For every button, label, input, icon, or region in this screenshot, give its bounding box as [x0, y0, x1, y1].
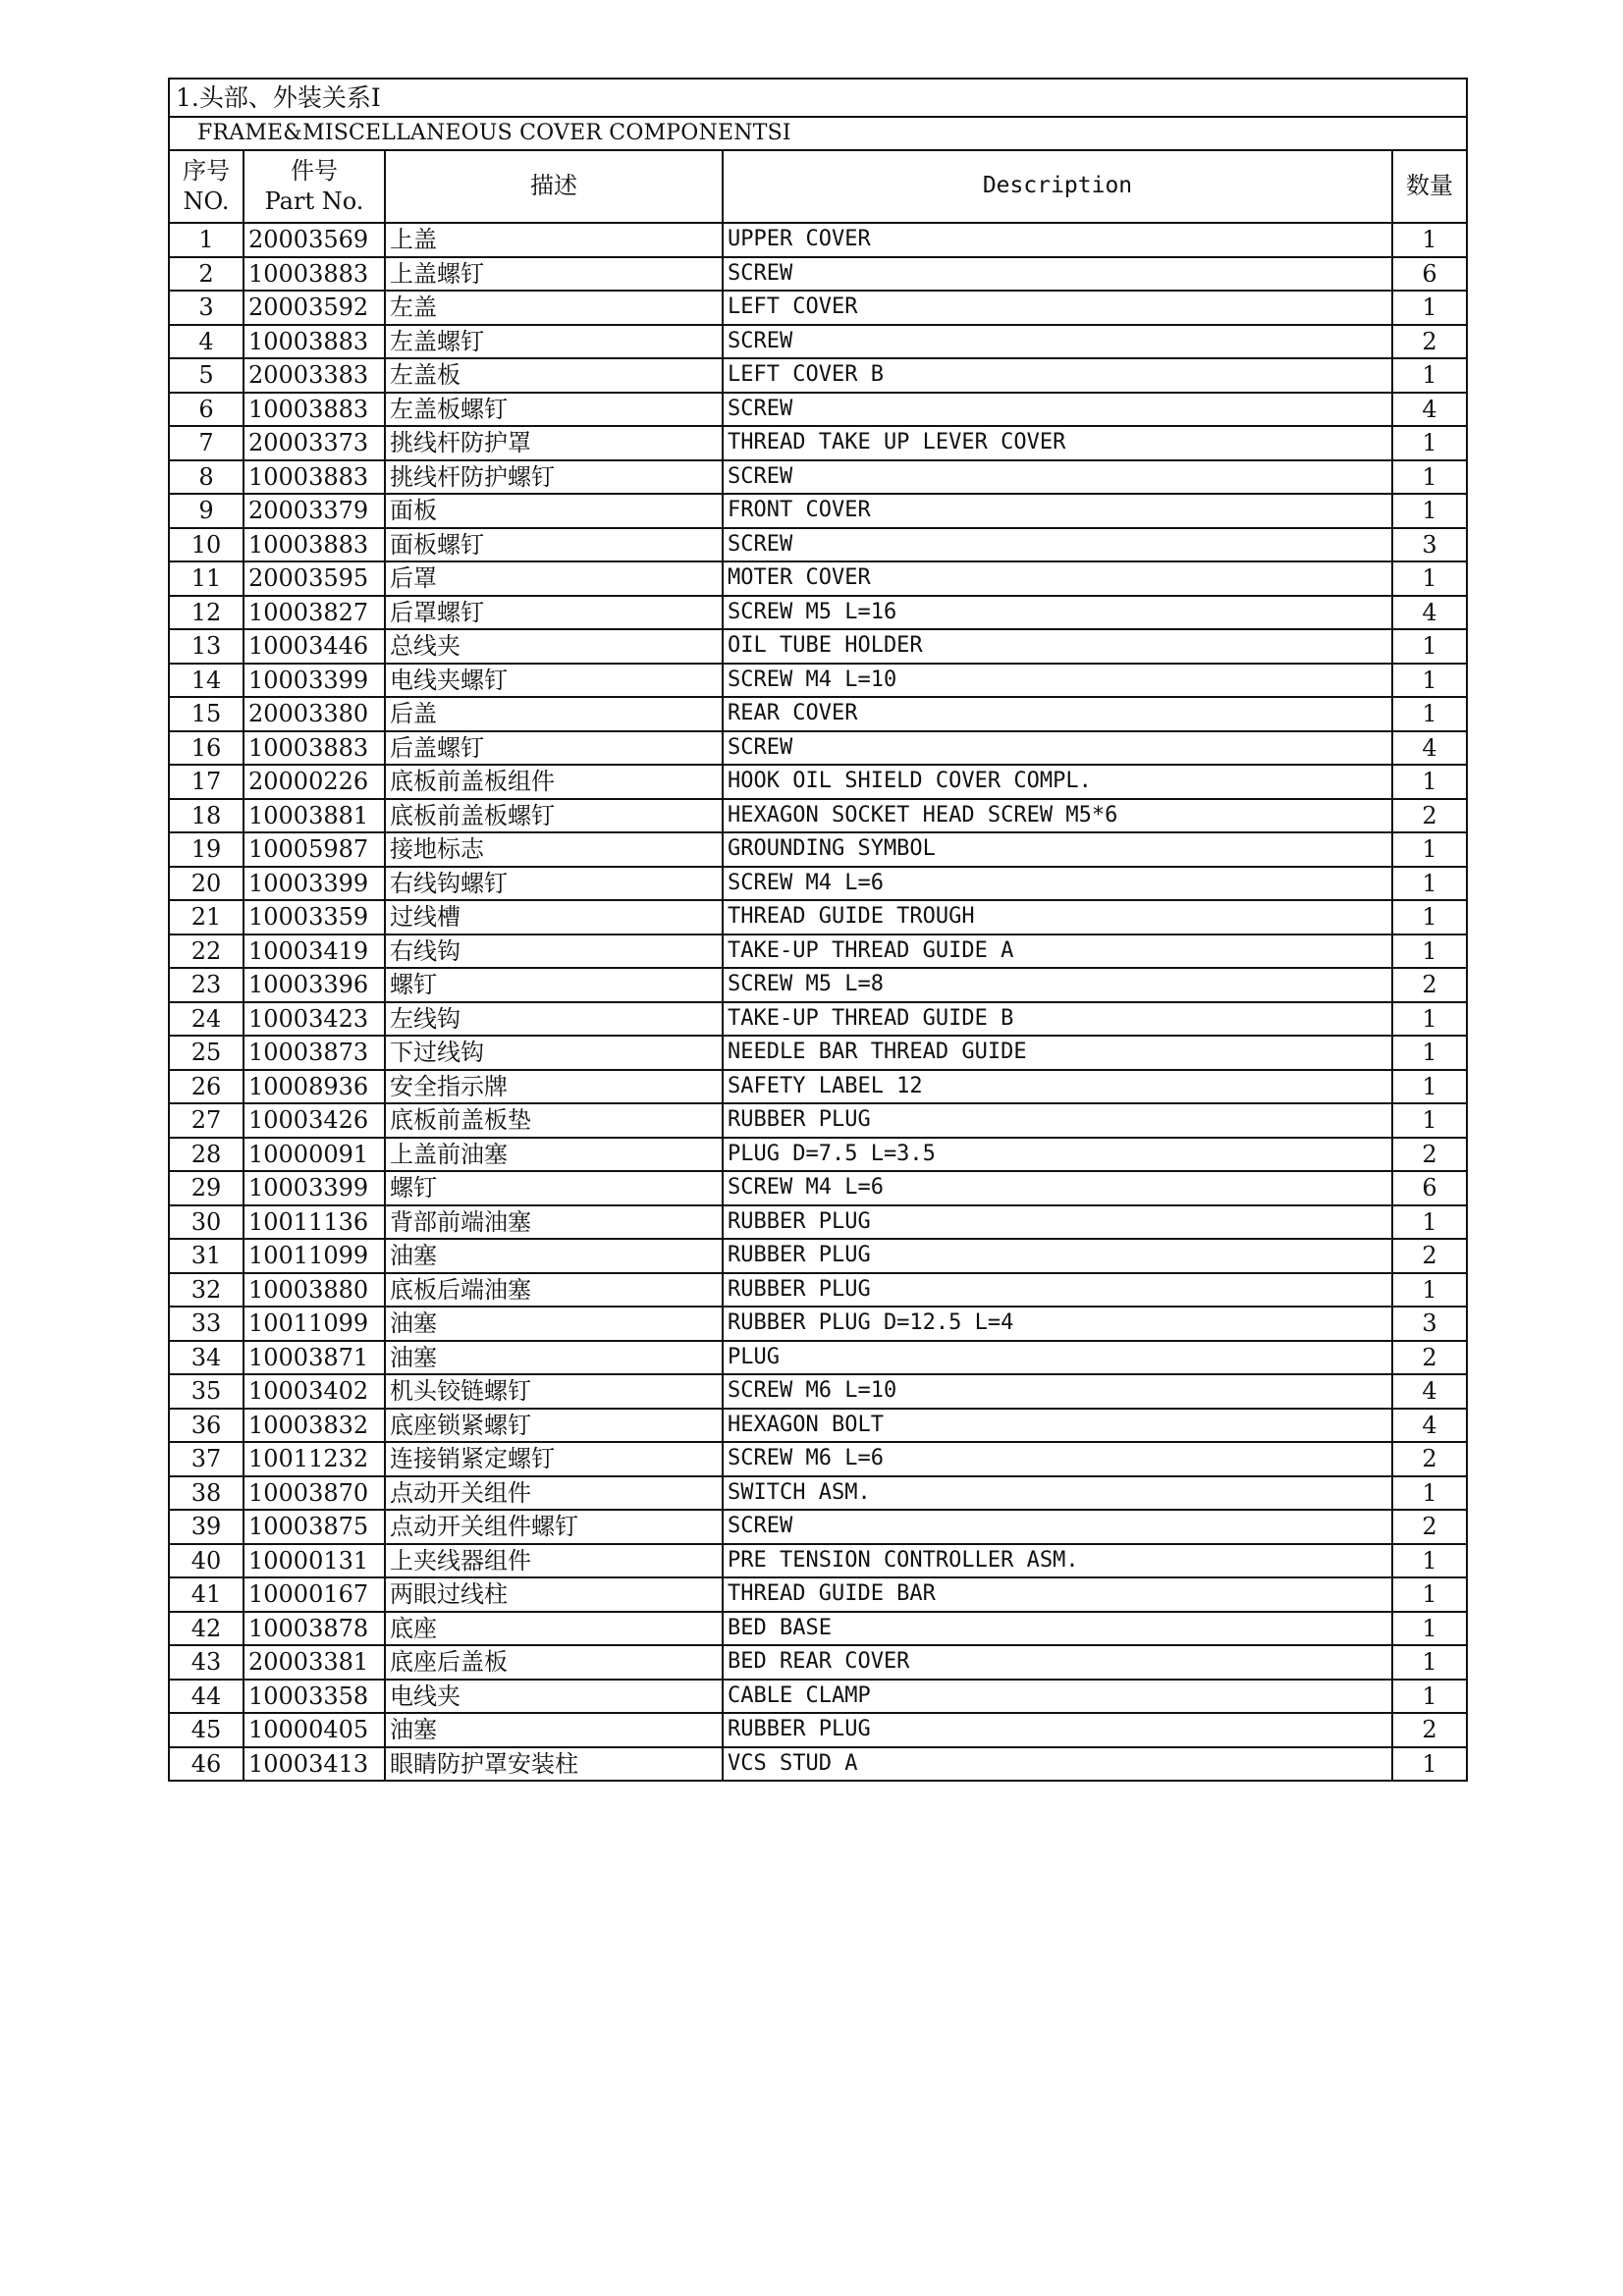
row-description: SCREW	[723, 528, 1392, 562]
row-name-zh: 挑线杆防护螺钉	[385, 460, 723, 495]
row-name-zh: 电线夹螺钉	[385, 664, 723, 698]
section-title: 1.头部、外装关系Ⅰ	[169, 79, 1467, 117]
row-name-zh: 安全指示牌	[385, 1070, 723, 1104]
row-quantity: 4	[1392, 596, 1467, 630]
table-row	[169, 968, 1467, 1002]
row-description: FRONT COVER	[723, 494, 1392, 528]
table-row	[169, 1645, 1467, 1680]
row-quantity: 1	[1392, 1070, 1467, 1104]
row-name-zh: 背部前端油塞	[385, 1205, 723, 1240]
row-number: 32	[169, 1273, 243, 1308]
row-number: 5	[169, 358, 243, 393]
row-part-number: 10000091	[243, 1138, 385, 1172]
row-quantity: 2	[1392, 1341, 1467, 1375]
table-row	[169, 1409, 1467, 1443]
row-quantity: 2	[1392, 1138, 1467, 1172]
row-name-zh: 上盖前油塞	[385, 1138, 723, 1172]
row-description: SCREW	[723, 460, 1392, 495]
row-number: 1	[169, 223, 243, 257]
row-part-number: 10003883	[243, 393, 385, 427]
header-desc-zh: 描述	[385, 150, 723, 223]
row-quantity: 1	[1392, 1103, 1467, 1138]
table-row	[169, 1747, 1467, 1782]
table-row	[169, 393, 1467, 427]
row-part-number: 20003595	[243, 561, 385, 596]
row-description: SCREW M6 L=10	[723, 1374, 1392, 1409]
table-row	[169, 561, 1467, 596]
row-quantity: 1	[1392, 1747, 1467, 1782]
row-description: RUBBER PLUG	[723, 1713, 1392, 1747]
row-quantity: 6	[1392, 257, 1467, 292]
row-quantity: 1	[1392, 934, 1467, 969]
row-quantity: 1	[1392, 1273, 1467, 1308]
table-row	[169, 1205, 1467, 1240]
row-part-number: 10003883	[243, 325, 385, 359]
row-number: 45	[169, 1713, 243, 1747]
row-quantity: 2	[1392, 799, 1467, 833]
row-quantity: 1	[1392, 426, 1467, 460]
row-number: 43	[169, 1645, 243, 1680]
row-number: 28	[169, 1138, 243, 1172]
row-part-number: 10011232	[243, 1442, 385, 1476]
table-row	[169, 934, 1467, 969]
table-row	[169, 1612, 1467, 1646]
table-row	[169, 867, 1467, 901]
row-description: HOOK OIL SHIELD COVER COMPL.	[723, 765, 1392, 799]
table-row	[169, 1442, 1467, 1476]
row-number: 44	[169, 1680, 243, 1714]
table-row	[169, 664, 1467, 698]
row-part-number: 10003413	[243, 1747, 385, 1782]
table-row	[169, 1713, 1467, 1747]
row-description: NEEDLE BAR THREAD GUIDE	[723, 1036, 1392, 1070]
row-part-number: 10000167	[243, 1577, 385, 1612]
row-part-number: 10003423	[243, 1002, 385, 1037]
row-number: 3	[169, 291, 243, 325]
row-quantity: 1	[1392, 494, 1467, 528]
table-row	[169, 223, 1467, 257]
table-row	[169, 1002, 1467, 1037]
row-number: 21	[169, 900, 243, 934]
row-description: VCS STUD A	[723, 1747, 1392, 1782]
table-row	[169, 528, 1467, 562]
table-row	[169, 1070, 1467, 1104]
table-row	[169, 460, 1467, 495]
row-part-number: 10003399	[243, 1171, 385, 1205]
row-part-number: 10011099	[243, 1307, 385, 1341]
row-description: CABLE CLAMP	[723, 1680, 1392, 1714]
row-number: 42	[169, 1612, 243, 1646]
row-part-number: 20003373	[243, 426, 385, 460]
row-quantity: 1	[1392, 460, 1467, 495]
row-number: 18	[169, 799, 243, 833]
row-name-zh: 右线钩	[385, 934, 723, 969]
row-name-zh: 连接销紧定螺钉	[385, 1442, 723, 1476]
row-name-zh: 油塞	[385, 1713, 723, 1747]
row-name-zh: 点动开关组件螺钉	[385, 1510, 723, 1544]
table-row	[169, 426, 1467, 460]
table-row	[169, 1544, 1467, 1578]
row-name-zh: 螺钉	[385, 968, 723, 1002]
row-name-zh: 挑线杆防护罩	[385, 426, 723, 460]
row-description: SCREW M6 L=6	[723, 1442, 1392, 1476]
row-description: SCREW	[723, 257, 1392, 292]
row-number: 12	[169, 596, 243, 630]
row-part-number: 20003380	[243, 697, 385, 731]
row-name-zh: 螺钉	[385, 1171, 723, 1205]
row-part-number: 10003880	[243, 1273, 385, 1308]
row-description: SAFETY LABEL 12	[723, 1070, 1392, 1104]
row-description: SCREW M4 L=6	[723, 1171, 1392, 1205]
row-description: OIL TUBE HOLDER	[723, 629, 1392, 664]
row-name-zh: 底座	[385, 1612, 723, 1646]
row-description: PRE TENSION CONTROLLER ASM.	[723, 1544, 1392, 1578]
row-number: 37	[169, 1442, 243, 1476]
table-row	[169, 1103, 1467, 1138]
row-quantity: 2	[1392, 1713, 1467, 1747]
table-row	[169, 1510, 1467, 1544]
row-quantity: 3	[1392, 528, 1467, 562]
row-number: 24	[169, 1002, 243, 1037]
row-quantity: 1	[1392, 867, 1467, 901]
row-part-number: 10003883	[243, 731, 385, 766]
row-number: 40	[169, 1544, 243, 1578]
table-row	[169, 1036, 1467, 1070]
row-name-zh: 右线钩螺钉	[385, 867, 723, 901]
row-part-number: 10000131	[243, 1544, 385, 1578]
row-description: RUBBER PLUG	[723, 1239, 1392, 1273]
row-number: 15	[169, 697, 243, 731]
row-number: 17	[169, 765, 243, 799]
section-subtitle: FRAME&MISCELLANEOUS COVER COMPONENTSⅠ	[169, 117, 1467, 150]
row-number: 6	[169, 393, 243, 427]
row-number: 26	[169, 1070, 243, 1104]
row-name-zh: 左盖螺钉	[385, 325, 723, 359]
row-name-zh: 总线夹	[385, 629, 723, 664]
table-row	[169, 358, 1467, 393]
row-quantity: 1	[1392, 1645, 1467, 1680]
row-number: 31	[169, 1239, 243, 1273]
row-number: 2	[169, 257, 243, 292]
row-number: 4	[169, 325, 243, 359]
row-part-number: 10011136	[243, 1205, 385, 1240]
row-number: 11	[169, 561, 243, 596]
row-name-zh: 底座锁紧螺钉	[385, 1409, 723, 1443]
row-number: 35	[169, 1374, 243, 1409]
row-number: 19	[169, 832, 243, 867]
row-name-zh: 机头铰链螺钉	[385, 1374, 723, 1409]
row-number: 33	[169, 1307, 243, 1341]
row-quantity: 1	[1392, 1036, 1467, 1070]
row-name-zh: 底板前盖板螺钉	[385, 799, 723, 833]
header-no: 序号 NO.	[169, 150, 243, 223]
row-quantity: 1	[1392, 358, 1467, 393]
row-name-zh: 油塞	[385, 1307, 723, 1341]
row-quantity: 1	[1392, 561, 1467, 596]
row-quantity: 1	[1392, 223, 1467, 257]
row-description: SCREW M5 L=16	[723, 596, 1392, 630]
row-part-number: 10003827	[243, 596, 385, 630]
row-part-number: 10003402	[243, 1374, 385, 1409]
row-number: 9	[169, 494, 243, 528]
table-row	[169, 1680, 1467, 1714]
table-row	[169, 1307, 1467, 1341]
row-name-zh: 后盖螺钉	[385, 731, 723, 766]
row-number: 41	[169, 1577, 243, 1612]
row-number: 7	[169, 426, 243, 460]
row-number: 30	[169, 1205, 243, 1240]
row-quantity: 1	[1392, 1544, 1467, 1578]
table-header-row	[169, 150, 1467, 223]
row-name-zh: 底座后盖板	[385, 1645, 723, 1680]
row-number: 14	[169, 664, 243, 698]
row-name-zh: 油塞	[385, 1239, 723, 1273]
row-quantity: 1	[1392, 900, 1467, 934]
row-description: BED REAR COVER	[723, 1645, 1392, 1680]
table-row	[169, 1273, 1467, 1308]
row-description: PLUG	[723, 1341, 1392, 1375]
row-description: PLUG D=7.5 L=3.5	[723, 1138, 1392, 1172]
header-description: Description	[723, 150, 1392, 223]
table-row	[169, 325, 1467, 359]
row-description: MOTER COVER	[723, 561, 1392, 596]
row-description: TAKE-UP THREAD GUIDE B	[723, 1002, 1392, 1037]
table-row	[169, 596, 1467, 630]
table-row	[169, 1171, 1467, 1205]
row-number: 22	[169, 934, 243, 969]
row-quantity: 1	[1392, 664, 1467, 698]
row-quantity: 1	[1392, 1612, 1467, 1646]
row-part-number: 10003832	[243, 1409, 385, 1443]
row-number: 8	[169, 460, 243, 495]
row-quantity: 4	[1392, 393, 1467, 427]
row-part-number: 10003883	[243, 257, 385, 292]
row-number: 38	[169, 1476, 243, 1511]
row-name-zh: 点动开关组件	[385, 1476, 723, 1511]
row-part-number: 10003878	[243, 1612, 385, 1646]
row-description: THREAD GUIDE BAR	[723, 1577, 1392, 1612]
row-quantity: 2	[1392, 1510, 1467, 1544]
row-name-zh: 左盖	[385, 291, 723, 325]
row-number: 34	[169, 1341, 243, 1375]
row-description: REAR COVER	[723, 697, 1392, 731]
row-number: 20	[169, 867, 243, 901]
row-quantity: 1	[1392, 1476, 1467, 1511]
row-part-number: 20003592	[243, 291, 385, 325]
row-part-number: 20000226	[243, 765, 385, 799]
row-quantity: 2	[1392, 325, 1467, 359]
row-name-zh: 油塞	[385, 1341, 723, 1375]
row-name-zh: 下过线钩	[385, 1036, 723, 1070]
row-number: 36	[169, 1409, 243, 1443]
row-part-number: 20003381	[243, 1645, 385, 1680]
row-name-zh: 过线槽	[385, 900, 723, 934]
row-quantity: 1	[1392, 1680, 1467, 1714]
table-row	[169, 765, 1467, 799]
row-description: SCREW	[723, 1510, 1392, 1544]
row-quantity: 2	[1392, 1442, 1467, 1476]
row-name-zh: 面板	[385, 494, 723, 528]
row-name-zh: 左盖板	[385, 358, 723, 393]
row-part-number: 20003383	[243, 358, 385, 393]
table-row	[169, 1476, 1467, 1511]
row-part-number: 10003881	[243, 799, 385, 833]
row-quantity: 1	[1392, 832, 1467, 867]
row-name-zh: 后罩螺钉	[385, 596, 723, 630]
table-row	[169, 1374, 1467, 1409]
row-part-number: 10000405	[243, 1713, 385, 1747]
row-description: SCREW M4 L=10	[723, 664, 1392, 698]
row-name-zh: 底板前盖板垫	[385, 1103, 723, 1138]
row-name-zh: 接地标志	[385, 832, 723, 867]
row-description: BED BASE	[723, 1612, 1392, 1646]
row-quantity: 4	[1392, 731, 1467, 766]
table-row	[169, 1341, 1467, 1375]
row-quantity: 1	[1392, 291, 1467, 325]
row-number: 16	[169, 731, 243, 766]
row-number: 27	[169, 1103, 243, 1138]
table-row	[169, 731, 1467, 766]
parts-table	[168, 78, 1468, 1782]
row-number: 25	[169, 1036, 243, 1070]
row-part-number: 10003359	[243, 900, 385, 934]
row-quantity: 2	[1392, 968, 1467, 1002]
row-description: GROUNDING SYMBOL	[723, 832, 1392, 867]
row-number: 39	[169, 1510, 243, 1544]
row-number: 46	[169, 1747, 243, 1782]
row-number: 10	[169, 528, 243, 562]
table-row	[169, 799, 1467, 833]
row-quantity: 1	[1392, 629, 1467, 664]
row-part-number: 20003569	[243, 223, 385, 257]
row-description: UPPER COVER	[723, 223, 1392, 257]
row-description: LEFT COVER B	[723, 358, 1392, 393]
row-description: SCREW	[723, 393, 1392, 427]
row-description: RUBBER PLUG	[723, 1273, 1392, 1308]
row-part-number: 10003426	[243, 1103, 385, 1138]
row-description: TAKE-UP THREAD GUIDE A	[723, 934, 1392, 969]
table-row	[169, 629, 1467, 664]
row-part-number: 10003871	[243, 1341, 385, 1375]
row-description: THREAD TAKE UP LEVER COVER	[723, 426, 1392, 460]
row-description: THREAD GUIDE TROUGH	[723, 900, 1392, 934]
row-part-number: 10005987	[243, 832, 385, 867]
row-part-number: 10011099	[243, 1239, 385, 1273]
row-description: RUBBER PLUG D=12.5 L=4	[723, 1307, 1392, 1341]
row-part-number: 10003446	[243, 629, 385, 664]
row-quantity: 2	[1392, 1239, 1467, 1273]
row-number: 23	[169, 968, 243, 1002]
row-part-number: 10003399	[243, 664, 385, 698]
row-description: SWITCH ASM.	[723, 1476, 1392, 1511]
table-row	[169, 900, 1467, 934]
row-part-number: 10003396	[243, 968, 385, 1002]
row-name-zh: 上盖	[385, 223, 723, 257]
row-description: HEXAGON BOLT	[723, 1409, 1392, 1443]
row-part-number: 10008936	[243, 1070, 385, 1104]
table-row	[169, 1138, 1467, 1172]
row-part-number: 10003873	[243, 1036, 385, 1070]
row-name-zh: 底板后端油塞	[385, 1273, 723, 1308]
row-part-number: 10003883	[243, 460, 385, 495]
row-description: LEFT COVER	[723, 291, 1392, 325]
row-quantity: 1	[1392, 765, 1467, 799]
row-description: SCREW M4 L=6	[723, 867, 1392, 901]
table-row	[169, 494, 1467, 528]
row-description: SCREW	[723, 325, 1392, 359]
table-row	[169, 697, 1467, 731]
row-part-number: 10003419	[243, 934, 385, 969]
row-part-number: 20003379	[243, 494, 385, 528]
row-name-zh: 电线夹	[385, 1680, 723, 1714]
row-name-zh: 后罩	[385, 561, 723, 596]
table-row	[169, 291, 1467, 325]
row-quantity: 1	[1392, 1002, 1467, 1037]
row-description: HEXAGON SOCKET HEAD SCREW M5*6	[723, 799, 1392, 833]
row-description: SCREW	[723, 731, 1392, 766]
table-row	[169, 1239, 1467, 1273]
header-qty: 数量	[1392, 150, 1467, 223]
row-part-number: 10003399	[243, 867, 385, 901]
row-name-zh: 左盖板螺钉	[385, 393, 723, 427]
row-part-number: 10003358	[243, 1680, 385, 1714]
table-row	[169, 832, 1467, 867]
header-part-no: 件号 Part No.	[243, 150, 385, 223]
row-description: RUBBER PLUG	[723, 1103, 1392, 1138]
row-quantity: 4	[1392, 1409, 1467, 1443]
row-name-zh: 左线钩	[385, 1002, 723, 1037]
row-number: 29	[169, 1171, 243, 1205]
row-quantity: 1	[1392, 697, 1467, 731]
row-quantity: 3	[1392, 1307, 1467, 1341]
table-row	[169, 1577, 1467, 1612]
row-quantity: 4	[1392, 1374, 1467, 1409]
row-part-number: 10003875	[243, 1510, 385, 1544]
row-number: 13	[169, 629, 243, 664]
row-quantity: 1	[1392, 1205, 1467, 1240]
row-quantity: 6	[1392, 1171, 1467, 1205]
row-name-zh: 后盖	[385, 697, 723, 731]
row-name-zh: 上盖螺钉	[385, 257, 723, 292]
row-description: SCREW M5 L=8	[723, 968, 1392, 1002]
row-name-zh: 上夹线器组件	[385, 1544, 723, 1578]
table-row	[169, 257, 1467, 292]
row-name-zh: 两眼过线柱	[385, 1577, 723, 1612]
row-name-zh: 眼睛防护罩安装柱	[385, 1747, 723, 1782]
row-name-zh: 底板前盖板组件	[385, 765, 723, 799]
row-quantity: 1	[1392, 1577, 1467, 1612]
row-name-zh: 面板螺钉	[385, 528, 723, 562]
row-description: RUBBER PLUG	[723, 1205, 1392, 1240]
row-part-number: 10003883	[243, 528, 385, 562]
row-part-number: 10003870	[243, 1476, 385, 1511]
